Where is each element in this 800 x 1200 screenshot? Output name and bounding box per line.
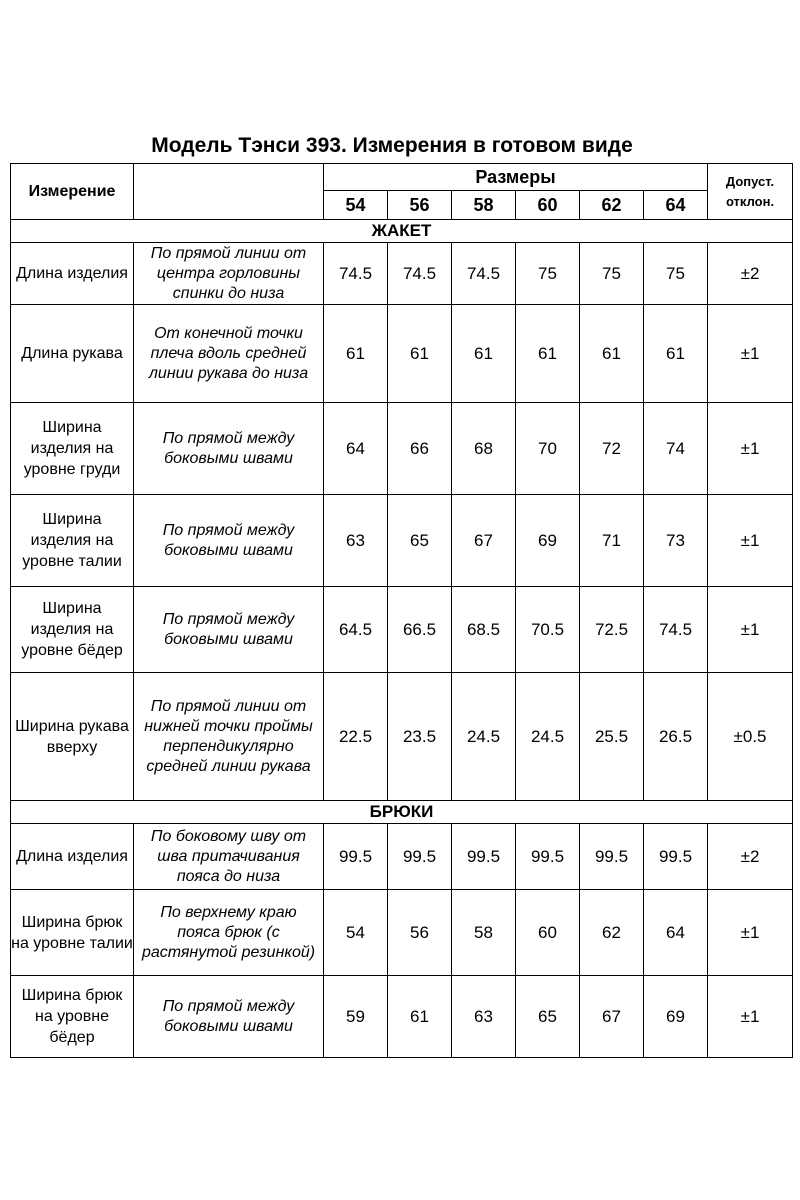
- measurement-description: По прямой между боковыми швами: [134, 587, 324, 673]
- table-row: [11, 243, 793, 305]
- size-header: 64: [644, 191, 708, 220]
- measurement-name: Длина рукава: [11, 305, 134, 403]
- measurement-name: Ширина брюк на уровне бёдер: [11, 976, 134, 1058]
- size-value: 61: [580, 305, 644, 403]
- size-value: 64: [324, 403, 388, 495]
- size-value: 60: [516, 890, 580, 976]
- size-value: 64: [644, 890, 708, 976]
- tolerance-value: ±0.5: [708, 673, 793, 801]
- size-value: 67: [452, 495, 516, 587]
- size-value: 59: [324, 976, 388, 1058]
- measurement-name: Ширина изделия на уровне груди: [11, 403, 134, 495]
- size-value: 22.5: [324, 673, 388, 801]
- measurement-name: Длина изделия: [11, 824, 134, 890]
- size-value: 62: [580, 890, 644, 976]
- size-value: 74.5: [388, 243, 452, 305]
- measurement-description: По верхнему краю пояса брюк (с растянутой резинкой): [134, 890, 324, 976]
- size-value: 63: [324, 495, 388, 587]
- size-value: 61: [516, 305, 580, 403]
- header-measurement: Измерение: [11, 164, 134, 220]
- measurement-description: По прямой между боковыми швами: [134, 403, 324, 495]
- measurement-name: Ширина брюк на уровне талии: [11, 890, 134, 976]
- section-title: ЖАКЕТ: [11, 220, 793, 243]
- table-row: [11, 305, 793, 403]
- table-row: [11, 824, 793, 890]
- size-header: 60: [516, 191, 580, 220]
- size-value: 65: [388, 495, 452, 587]
- size-header: 54: [324, 191, 388, 220]
- size-value: 74.5: [452, 243, 516, 305]
- header-description: [134, 164, 324, 220]
- size-value: 26.5: [644, 673, 708, 801]
- measurement-description: По прямой между боковыми швами: [134, 495, 324, 587]
- header-tolerance: Допуст. отклон.: [708, 164, 793, 220]
- size-value: 99.5: [516, 824, 580, 890]
- header-sizes: Размеры: [324, 164, 708, 191]
- size-value: 68.5: [452, 587, 516, 673]
- page-title: Модель Тэнси 393. Измерения в готовом виде: [151, 134, 633, 157]
- size-value: 61: [388, 305, 452, 403]
- measurement-name: Ширина рукава вверху: [11, 673, 134, 801]
- size-value: 74.5: [324, 243, 388, 305]
- size-value: 75: [516, 243, 580, 305]
- size-value: 72: [580, 403, 644, 495]
- size-value: 67: [580, 976, 644, 1058]
- tolerance-value: ±1: [708, 587, 793, 673]
- size-value: 69: [516, 495, 580, 587]
- size-value: 61: [388, 976, 452, 1058]
- size-value: 66.5: [388, 587, 452, 673]
- size-header: 58: [452, 191, 516, 220]
- table-row: [11, 890, 793, 976]
- measurement-name: Ширина изделия на уровне талии: [11, 495, 134, 587]
- size-value: 54: [324, 890, 388, 976]
- table-row: [11, 673, 793, 801]
- section-row: [11, 801, 793, 824]
- measurement-name: Длина изделия: [11, 243, 134, 305]
- section-row: [11, 220, 793, 243]
- size-value: 56: [388, 890, 452, 976]
- size-value: 71: [580, 495, 644, 587]
- measurement-description: По прямой линии от нижней точки проймы перпендикулярно средней линии рукава: [134, 673, 324, 801]
- measurement-description: По прямой между боковыми швами: [134, 976, 324, 1058]
- size-value: 25.5: [580, 673, 644, 801]
- size-value: 99.5: [388, 824, 452, 890]
- size-value: 24.5: [516, 673, 580, 801]
- size-value: 61: [452, 305, 516, 403]
- size-value: 75: [580, 243, 644, 305]
- tolerance-value: ±1: [708, 403, 793, 495]
- size-value: 73: [644, 495, 708, 587]
- measurement-description: От конечной точки плеча вдоль средней линии рукава до низа: [134, 305, 324, 403]
- size-value: 75: [644, 243, 708, 305]
- size-value: 24.5: [452, 673, 516, 801]
- section-title: БРЮКИ: [11, 801, 793, 824]
- size-value: 99.5: [580, 824, 644, 890]
- size-value: 64.5: [324, 587, 388, 673]
- tolerance-value: ±1: [708, 305, 793, 403]
- size-value: 99.5: [452, 824, 516, 890]
- size-value: 23.5: [388, 673, 452, 801]
- size-value: 65: [516, 976, 580, 1058]
- measurement-description: По прямой линии от центра горловины спинки до низа: [134, 243, 324, 305]
- tolerance-value: ±1: [708, 890, 793, 976]
- tolerance-value: ±1: [708, 495, 793, 587]
- size-value: 61: [324, 305, 388, 403]
- measurement-table: [10, 163, 793, 1058]
- size-value: 61: [644, 305, 708, 403]
- size-value: 58: [452, 890, 516, 976]
- size-value: 63: [452, 976, 516, 1058]
- size-value: 66: [388, 403, 452, 495]
- size-header: 56: [388, 191, 452, 220]
- table-row: [11, 976, 793, 1058]
- size-value: 72.5: [580, 587, 644, 673]
- size-value: 68: [452, 403, 516, 495]
- size-value: 69: [644, 976, 708, 1058]
- tolerance-value: ±2: [708, 243, 793, 305]
- size-value: 99.5: [644, 824, 708, 890]
- size-value: 70: [516, 403, 580, 495]
- size-value: 99.5: [324, 824, 388, 890]
- size-header: 62: [580, 191, 644, 220]
- tolerance-value: ±2: [708, 824, 793, 890]
- table-row: [11, 403, 793, 495]
- table-row: [11, 587, 793, 673]
- tolerance-value: ±1: [708, 976, 793, 1058]
- size-value: 74.5: [644, 587, 708, 673]
- size-value: 74: [644, 403, 708, 495]
- measurement-name: Ширина изделия на уровне бёдер: [11, 587, 134, 673]
- table-row: [11, 495, 793, 587]
- size-value: 70.5: [516, 587, 580, 673]
- measurement-description: По боковому шву от шва притачивания пояса до низа: [134, 824, 324, 890]
